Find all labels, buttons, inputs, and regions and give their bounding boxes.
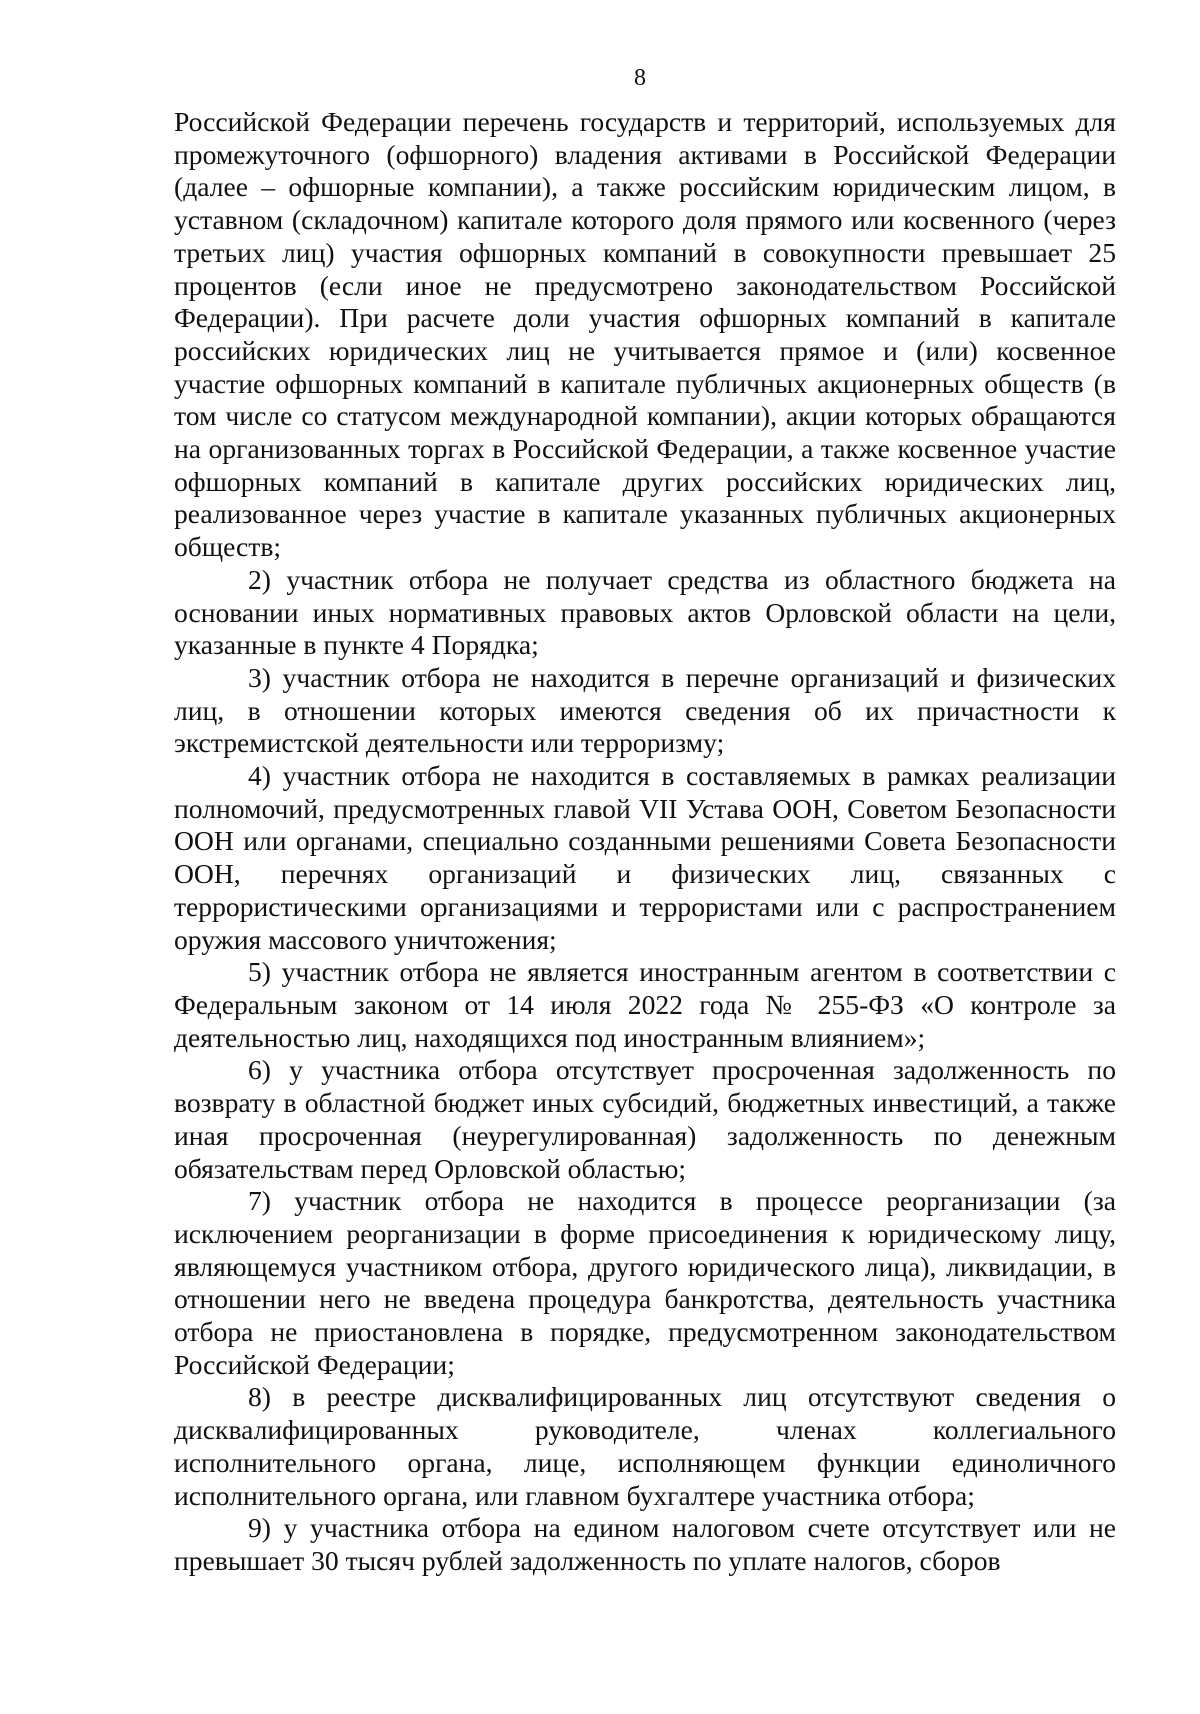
paragraph-item-5: 5) участник отбора не является иностранным агентом в соответствии с Федеральным законом от 14 июля 2022 года № 255-ФЗ «О контроле за деятельностью лиц, находящихся под иностранным влиянием»;: [174, 956, 1116, 1053]
paragraph-item-9: 9) у участника отбора на едином налоговом счете отсутствует или не превышает 30 тысяч рублей задолженность по уплате налогов, сборов: [174, 1512, 1116, 1576]
paragraph-item-4: 4) участник отбора не находится в составляемых в рамках реализации полномочий, предусмотренных главой VII Устава ООН, Советом Безопасности ООН или органами, специально созданными решениями Совета Безопасности ООН, перечнях организаций и физических лиц, связанных с террористическими организациями и террористами или с распространением оружия массового уничтожения;: [174, 760, 1116, 955]
document-body: [174, 106, 1116, 1578]
paragraph-item-6: 6) у участника отбора отсутствует просроченная задолженность по возврату в областной бюджет иных субсидий, бюджетных инвестиций, а также иная просроченная (неурегулированная) задолженность по денежным обязательствам перед Орловской областью;: [174, 1054, 1116, 1184]
paragraph-item-3: 3) участник отбора не находится в перечне организаций и физических лиц, в отношении которых имеются сведения об их причастности к экстремистской деятельности или терроризму;: [174, 661, 1116, 759]
paragraph-item-8: 8) в реестре дисквалифицированных лиц отсутствуют сведения о дисквалифицированных руководителе, членах коллегиального исполнительного органа, лице, исполняющем функции единоличного исполнительного органа, или главном бухгалтере участника отбора;: [174, 1381, 1116, 1511]
page-number: 8: [634, 65, 646, 91]
paragraph-item-7: 7) участник отбора не находится в процессе реорганизации (за исключением реорганизации в форме присоединения к юридическому лицу, являющемуся участником отбора, другого юридического лица), ликвидации, в отношении него не введена процедура банкротства, деятельность участника отбора не приостановлена в порядке, предусмотренном законодательством Российской Федерации;: [174, 1185, 1116, 1380]
paragraph-offshore-continuation: Российской Федерации перечень государств и территорий, используемых для промежуточного (офшорного) владения активами в Российской Федерации (далее – офшорные компании), а также российским юридическим лицом, в уставном (складочном) капитале которого доля прямого или косвенного (через третьих лиц) участия офшорных компаний в совокупности превышает 25 процентов (если иное не предусмотрено законодательством Российской Федерации). При расчете доли участия офшорных компаний в капитале российских юридических лиц не учитывается прямое и (или) косвенное участие офшорных компаний в капитале публичных акционерных обществ (в том числе со статусом международной компании), акции которых обращаются на организованных торгах в Российской Федерации, а также косвенное участие офшорных компаний в капитале других российских юридических лиц, реализованное через участие в капитале указанных публичных акционерных обществ;: [174, 106, 1116, 563]
paragraph-item-2: 2) участник отбора не получает средства из областного бюджета на основании иных нормативных правовых актов Орловской области на цели, указанные в пункте 4 Порядка;: [174, 563, 1116, 661]
